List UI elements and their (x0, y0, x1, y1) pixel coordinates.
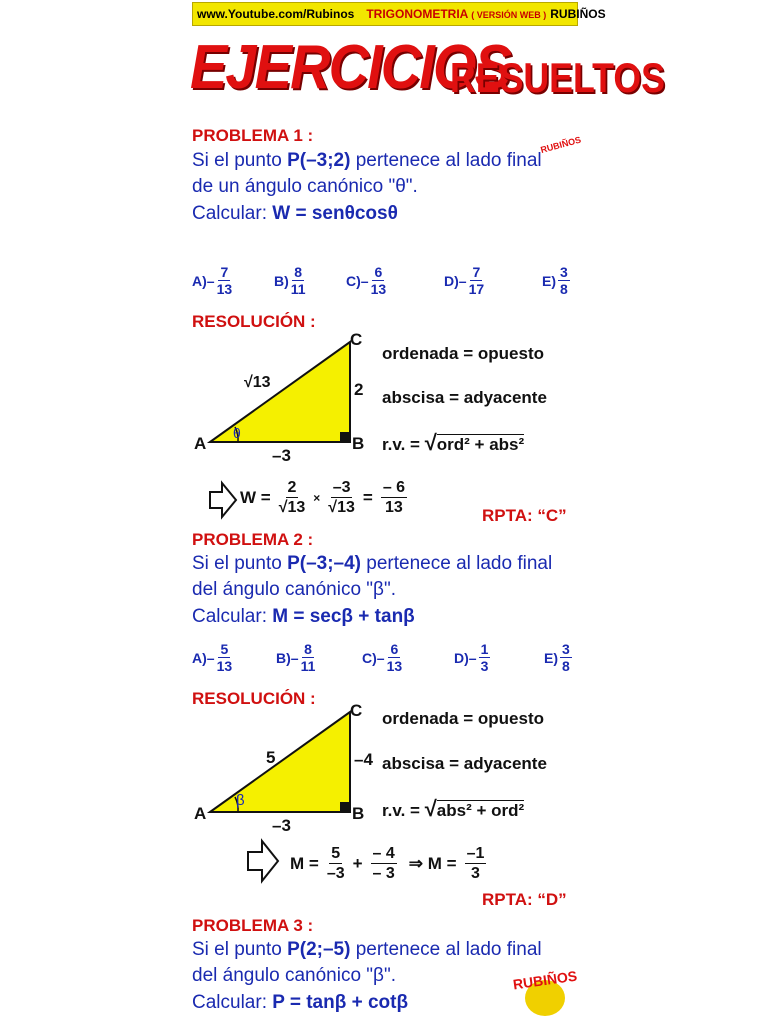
problem-1-options (192, 264, 582, 308)
vertex-c-1: C (350, 330, 363, 349)
problem-3-statement-line1: Si el punto P(2;–5) pertenece al lado final (192, 939, 542, 960)
adjacent-label-1: –3 (272, 446, 291, 465)
resolution-1-heading: RESOLUCIÓN : (192, 312, 316, 331)
small-logo-badge: RUBIÑOS (539, 134, 583, 156)
problem-2-statement-line1: Si el punto P(–3;–4) pertenece al lado final (192, 553, 553, 574)
option-d[interactable]: D) – $\frac{7}{17}$ (444, 264, 485, 297)
option-a[interactable]: A) – $\frac{7}{13}$ (192, 264, 233, 297)
problem-3-calc: Calcular: P = tanβ + cotβ (192, 992, 409, 1013)
problem-1-statement-line1: Si el punto P(–3;2) pertenece al lado final (192, 150, 542, 171)
brand-name: RUBIÑOS (550, 7, 606, 21)
angle-beta-label: β (236, 792, 245, 809)
answer-2: RPTA: “D” (482, 890, 567, 909)
header-bar (192, 2, 606, 26)
problem-2-statement-line2: del ángulo canónico "β". (192, 579, 396, 600)
arrow-right-icon (208, 480, 238, 520)
option-b[interactable]: B) – $\frac{8}{11}$ (276, 641, 316, 674)
rule-radius-2: r.v. = √abs² + ord² (382, 796, 525, 821)
rule-ordinate-2: ordenada = opuesto (382, 709, 544, 728)
rule-radius-1: r.v. = √ord² + abs² (382, 430, 525, 455)
problem-2-calc: Calcular: M = secβ + tanβ (192, 606, 415, 627)
option-a[interactable]: A) – $\frac{5}{13}$ (192, 641, 233, 674)
opposite-label-1: 2 (354, 380, 364, 399)
equation-2: M = $\frac{5}{-3}$ + $\frac{- 4}{- 3}$ ⇒ M = $\frac{-1}{3}$ (290, 845, 485, 882)
resolution-2-heading: RESOLUCIÓN : (192, 689, 316, 708)
problem-1-statement-line2: de un ángulo canónico "θ". (192, 176, 418, 197)
youtube-link[interactable]: www.Youtube.com/Rubinos (197, 7, 355, 21)
angle-theta-label: θ (233, 425, 241, 441)
option-e[interactable]: E) $\frac{3}{8}$ (544, 641, 570, 674)
vertex-c-2: C (350, 701, 363, 720)
equation-1: W = $\frac{2}{√13}$ × $\frac{-3}{√13}$ = $\frac{- 6}{13}$ (240, 479, 406, 516)
vertex-a-1: A (194, 434, 207, 453)
problem-1-heading: PROBLEMA 1 : (192, 126, 314, 145)
problem-3-heading: PROBLEMA 3 : (192, 916, 314, 935)
adjacent-label-2: –3 (272, 816, 291, 835)
vertex-b-1: B (352, 434, 365, 453)
option-c[interactable]: C) – $\frac{6}{13}$ (362, 641, 403, 674)
problem-3-statement-line2: del ángulo canónico "β". (192, 965, 396, 986)
arrow-right-icon (246, 838, 280, 884)
option-d[interactable]: D) – $\frac{1}{3}$ (454, 641, 489, 674)
hypotenuse-label-1: √13 (244, 374, 271, 391)
rule-ordinate-1: ordenada = opuesto (382, 344, 544, 363)
problem-2-heading: PROBLEMA 2 : (192, 530, 314, 549)
answer-1: RPTA: “C” (482, 506, 567, 525)
course-name: TRIGONOMETRIA ( VERSIÓN WEB ) (366, 7, 547, 21)
problem-2-options (192, 641, 582, 685)
option-e[interactable]: E) $\frac{3}{8}$ (542, 264, 568, 297)
hypotenuse-label-2: 5 (266, 748, 276, 767)
page-title: EJERCICIOS RESUELTOS (190, 33, 665, 102)
opposite-label-2: –4 (354, 750, 373, 769)
rule-abscissa-1: abscisa = adyacente (382, 388, 547, 407)
rule-abscissa-2: abscisa = adyacente (382, 754, 547, 773)
option-c[interactable]: C) – $\frac{6}{13}$ (346, 264, 387, 297)
option-b[interactable]: B) $\frac{8}{11}$ (274, 264, 306, 297)
vertex-b-2: B (352, 804, 365, 823)
vertex-a-2: A (194, 804, 207, 823)
problem-1-calc: Calcular: W = senθcosθ (192, 203, 398, 224)
rubinos-badge-logo: RUBIÑOS (510, 960, 580, 1020)
